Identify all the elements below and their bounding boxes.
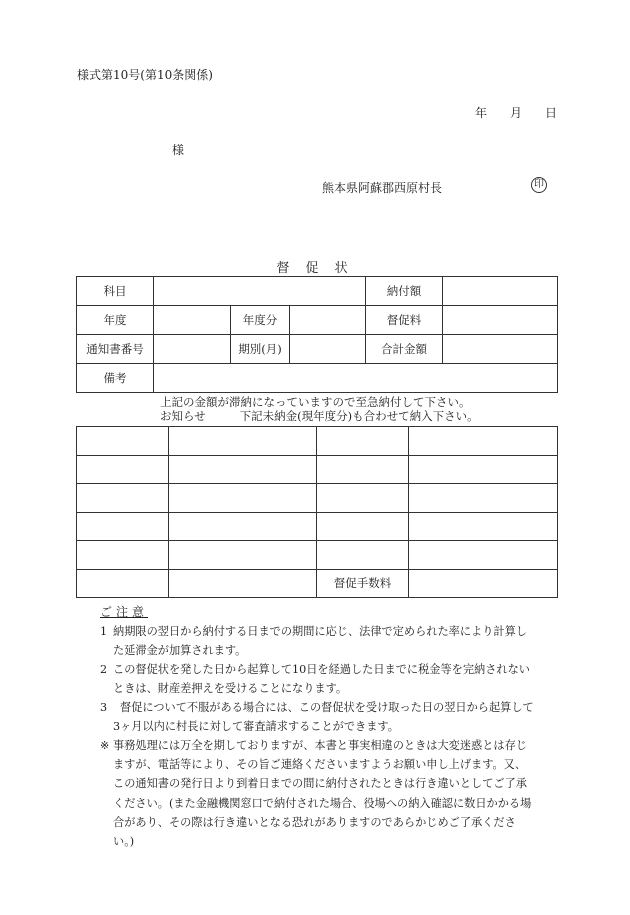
period-label: 期別(月)	[231, 335, 290, 364]
notice-label: お知らせ	[160, 409, 206, 423]
form-number: 様式第10号(第10条関係)	[77, 68, 213, 82]
amount-due-label: 納付額	[366, 277, 443, 306]
issuer-name: 熊本県阿蘇郡西原村長	[322, 181, 443, 195]
caution-text: ときは、財産差押えを受けることになります。	[113, 682, 348, 696]
reminder-fee-total-label: 督促手数料	[317, 569, 409, 598]
table-row	[77, 335, 558, 364]
addressee-suffix: 様	[172, 143, 185, 157]
remark-text: ますが、電話等により、その旨ご連絡くださいますようお願い申し上げます。又、	[113, 758, 527, 772]
caution-item-3	[100, 698, 570, 736]
notice-number-value	[154, 335, 231, 364]
fiscal-year-label: 年度	[77, 306, 154, 335]
remark-text: い。)	[113, 835, 135, 849]
remarks-value	[154, 364, 558, 393]
remark-mark: ※	[100, 739, 110, 752]
arrears-table	[76, 426, 558, 598]
remark-text: ください。(また金融機関窓口で納付された場合、役場への納入確認に数日かかる場	[113, 796, 532, 810]
reminder-fee-label: 督促料	[366, 306, 443, 335]
notice-number-label: 通知書番号	[77, 335, 154, 364]
remark-text: 事務処理には万全を期しておりますが、本書と事実相違のときは大変迷惑とは存じ	[113, 739, 527, 752]
total-value	[443, 335, 558, 364]
unpaid-notice: 下記未納金(現年度分)も合わせて納入下さい。	[239, 409, 479, 423]
reminder-fee-value	[443, 306, 558, 335]
caution-text: 納期限の翌日から納付する日までの期間に応じ、法律で定められた率により計算し	[113, 625, 527, 638]
date-month-label: 月	[510, 106, 523, 120]
caution-text: た延滞金が加算されます。	[113, 644, 247, 658]
caution-number: 1	[100, 625, 108, 638]
tax-info-table	[76, 276, 558, 393]
table-row	[77, 569, 558, 598]
subject-label: 科目	[77, 277, 154, 306]
caution-item-2	[100, 660, 570, 698]
caution-remark	[100, 736, 570, 851]
remark-text: 合があり、その際は行き違いとなる恐れがありますのであらかじめご了承くださ	[113, 815, 516, 829]
table-row	[77, 306, 558, 335]
table-row	[77, 455, 558, 484]
document-title: 督 促 状	[276, 261, 354, 276]
table-row	[77, 364, 558, 393]
caution-text: 督促について不服がある場合には、この督促状を受け取った日の翌日から起算して	[120, 701, 534, 714]
year-portion-label: 年度分	[231, 306, 290, 335]
period-value	[290, 335, 366, 364]
total-label: 合計金額	[366, 335, 443, 364]
subject-value	[154, 277, 366, 306]
table-row	[77, 277, 558, 306]
caution-text: この督促状を発した日から起算して10日を経過した日までに税金等を完納されない	[113, 663, 530, 676]
table-row	[77, 484, 558, 513]
date-day-label: 日	[545, 106, 558, 120]
fiscal-year-value	[154, 306, 231, 335]
caution-heading: ご注意	[100, 605, 149, 619]
overdue-notice: 上記の金額が滞納になっていますので至急納付して下さい。	[160, 395, 471, 409]
caution-item-1	[100, 622, 570, 660]
caution-text: 3ヶ月以内に村長に対して審査請求することができます。	[113, 720, 399, 734]
caution-number: 3	[100, 701, 108, 714]
year-portion-value	[290, 306, 366, 335]
amount-due-value	[443, 277, 558, 306]
date-year-label: 年	[475, 106, 488, 120]
remarks-label: 備考	[77, 364, 154, 393]
caution-number: 2	[100, 663, 108, 676]
table-row	[77, 541, 558, 570]
table-row	[77, 427, 558, 456]
reminder-fee-total-value	[409, 569, 558, 598]
table-row	[77, 512, 558, 541]
seal-mark: 印	[531, 177, 547, 193]
notice-line	[160, 408, 479, 424]
remark-text: この通知書の発行日より到着日までの間に納付されたときは行き違いとしてご了承	[113, 777, 527, 791]
